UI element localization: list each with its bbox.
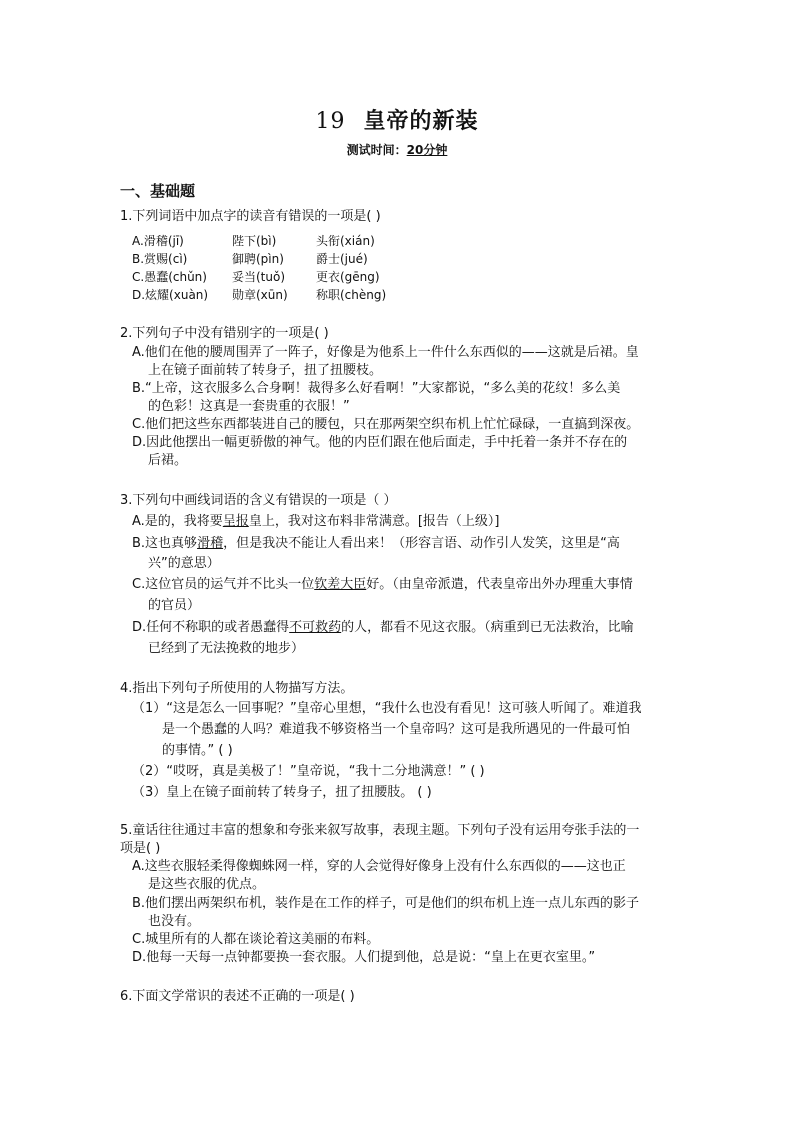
lesson-number: 19 bbox=[315, 109, 346, 134]
q1-option-row bbox=[132, 232, 375, 250]
test-time-value: 20分钟 bbox=[406, 143, 448, 157]
q3-text: A.是的，我将要 bbox=[132, 514, 223, 529]
q2-option-a: A.他们在他的腰周围弄了一阵子，好像是为他系上一件什么东西似的——这就是后裙。皇 bbox=[132, 345, 639, 360]
q1-cell: C.愚蠢(chǔn) bbox=[132, 270, 207, 284]
q2-option-b-cont: 的色彩！这真是一套贵重的衣服！” bbox=[148, 399, 350, 414]
section-heading: 一、基础题 bbox=[120, 182, 196, 200]
q1-cell: 御聘(pìn) bbox=[232, 252, 284, 266]
question-1-stem: 1.下列词语中加点字的读音有错误的一项是( ) bbox=[120, 209, 381, 224]
q1-cell: A.滑稽(jī) bbox=[132, 234, 184, 248]
q3-text: B.这也真够 bbox=[132, 536, 198, 551]
page-title bbox=[0, 104, 794, 135]
q4-sentence-2: （2）“哎呀，真是美极了！”皇帝说，“我十二分地满意！” ( ) bbox=[132, 764, 485, 779]
q3-option-c-cont: 的官员） bbox=[148, 598, 201, 613]
q1-cell: D.炫耀(xuàn) bbox=[132, 288, 209, 302]
q4-sentence-1-cont: 的事情。” ( ) bbox=[162, 743, 233, 758]
q2-option-d: D.因此他摆出一幅更骄傲的神气。他的内臣们跟在他后面走，手中托着一条并不存在的 bbox=[132, 435, 628, 450]
underlined-term: 不可救药 bbox=[289, 620, 342, 635]
underlined-term: 钦差大臣 bbox=[314, 577, 367, 592]
q2-option-c: C.他们把这些东西都装进自己的腰包，只在那两架空织布机上忙忙碌碌，一直搞到深夜。 bbox=[132, 417, 640, 432]
q1-option-row bbox=[132, 250, 368, 268]
question-5-stem-cont: 项是( ) bbox=[120, 841, 161, 856]
underlined-term: 滑稽 bbox=[197, 536, 224, 551]
q3-text: 皇上，我对这布料非常满意。[报告（上级）] bbox=[248, 514, 500, 529]
q5-option-b: B.他们摆出两架织布机，装作是在工作的样子，可是他们的织布机上连一点儿东西的影子 bbox=[132, 896, 640, 911]
q3-text: D.任何不称职的或者愚蠢得 bbox=[132, 620, 290, 635]
q5-option-a: A.这些衣服轻柔得像蜘蛛网一样，穿的人会觉得好像身上没有什么东西似的——这也正 bbox=[132, 859, 626, 874]
question-2-stem: 2.下列句子中没有错别字的一项是( ) bbox=[120, 326, 329, 341]
q1-cell: 勋章(xūn) bbox=[232, 288, 288, 302]
q3-option-d bbox=[132, 619, 634, 637]
q4-sentence-1: （1）“这是怎么一回事呢？”皇帝心里想，“我什么也没有看见！这可骇人听闻了。难道我 bbox=[132, 701, 642, 716]
question-4-stem: 4.指出下列句子所使用的人物描写方法。 bbox=[120, 681, 354, 696]
q3-text: ，但是我决不能让人看出来！（形容言语、动作引人发笑，这里是“高 bbox=[223, 536, 620, 551]
q1-cell: B.赏赐(cì) bbox=[132, 252, 188, 266]
q3-option-d-cont: 已经到了无法挽救的地步） bbox=[148, 641, 305, 656]
q3-option-a bbox=[132, 513, 499, 531]
q1-cell: 更衣(gēng) bbox=[316, 270, 380, 284]
q1-cell: 妥当(tuǒ) bbox=[232, 270, 286, 284]
q2-option-b: B.“上帝，这衣服多么合身啊！裁得多么好看啊！”大家都说，“多么美的花纹！多么美 bbox=[132, 381, 621, 396]
q4-sentence-3: （3）皇上在镜子面前转了转身子，扭了扭腰肢。 ( ) bbox=[132, 785, 432, 800]
q3-option-b bbox=[132, 535, 620, 553]
q5-option-d: D.他每一天每一点钟都要换一套衣服。人们提到他，总是说：“皇上在更衣室里。” bbox=[132, 950, 596, 965]
q1-cell: 称职(chèng) bbox=[316, 288, 387, 302]
q1-option-row bbox=[132, 268, 380, 286]
q3-text: C.这位官员的运气并不比头一位 bbox=[132, 577, 315, 592]
q2-option-d-cont: 后裙。 bbox=[148, 453, 188, 468]
q2-option-a-cont: 上在镜子面前转了转身子，扭了扭腰枝。 bbox=[148, 363, 383, 378]
q3-option-b-cont: 兴”的意思） bbox=[148, 556, 220, 571]
q5-option-b-cont: 也没有。 bbox=[148, 914, 201, 929]
q3-text: 好。（由皇帝派遣，代表皇帝出外办理重大事情 bbox=[366, 577, 633, 592]
q5-option-a-cont: 是这些衣服的优点。 bbox=[148, 877, 266, 892]
question-3-stem: 3.下列句中画线词语的含义有错误的一项是（ ） bbox=[120, 493, 397, 508]
lesson-title: 皇帝的新装 bbox=[363, 108, 479, 134]
q3-option-c bbox=[132, 576, 633, 594]
test-time bbox=[0, 141, 794, 158]
q1-cell: 头衔(xián) bbox=[316, 234, 375, 248]
question-6-stem: 6.下面文学常识的表述不正确的一项是( ) bbox=[120, 989, 355, 1004]
q1-cell: 陛下(bì) bbox=[232, 234, 277, 248]
test-time-label: 测试时间： bbox=[346, 143, 407, 157]
q1-cell: 爵士(jué) bbox=[316, 252, 368, 266]
question-5-stem: 5.童话往往通过丰富的想象和夸张来叙写故事，表现主题。下列句子没有运用夸张手法的一 bbox=[120, 823, 640, 838]
q4-sentence-1-cont: 是一个愚蠢的人吗？难道我不够资格当一个皇帝吗？这可是我所遇见的一件最可怕 bbox=[162, 722, 631, 737]
q3-text: 的人，都看不见这衣服。（病重到已无法救治，比喻 bbox=[341, 620, 634, 635]
q5-option-c: C.城里所有的人都在谈论着这美丽的布料。 bbox=[132, 932, 380, 947]
underlined-term: 呈报 bbox=[222, 514, 249, 529]
q1-option-row bbox=[132, 286, 386, 304]
